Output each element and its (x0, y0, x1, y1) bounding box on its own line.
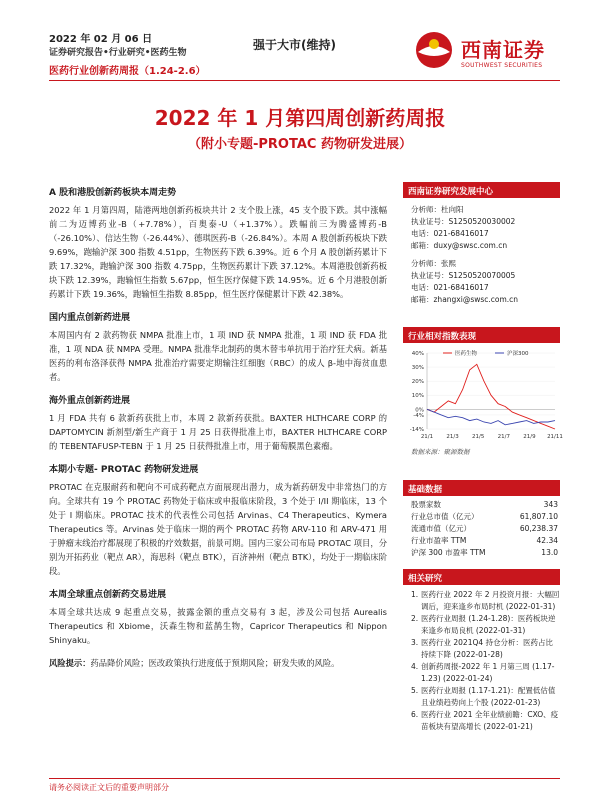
related-item[interactable] (411, 613, 560, 637)
analyst-info (403, 204, 560, 306)
section-text: 2022 年 1 月第四周，陆港两地创新药板块共计 2 支个股上涨，45 支个股下跌。其中涨幅前二为迈博药业-B（+7.78%），百奥泰-U（+1.37%）。跌幅前三为腾盛博药-B（-26.10%）、信达生物（-26.44%）、德琪医药-B（-26.84%）。本周 A 股创新药板块下跌 9.69%，跑输沪深 300 指数 4.51pp，生物医药下跌 6.39%。近 6 个月 A 股创新药累计下跌 17.32%，跑输沪深 300 指数 4.75pp，生物医药累计下跌 37.12%。本周港股创新药板块下跌 12.39%，跑输恒生指数 5.67pp，恒生医疗保健下跌 14.95%。近 6 个月港股创新药累计下跌 19.36%，跑输恒生指数 8.85pp，恒生医疗保健累计下跌 42.38%。 (49, 205, 387, 299)
stats-table (403, 499, 560, 559)
legend-label: 医药生物 (455, 351, 478, 357)
footer-disclaimer: 请务必阅读正文后的重要声明部分 (49, 783, 169, 792)
series-line (427, 409, 555, 425)
related-item[interactable] (411, 661, 560, 685)
section-text: 本周国内有 2 款药物获 NMPA 批准上市，1 项 IND 获 NMPA 批准，1 项 IND 获 FDA 批准，1 项 NDA 获 NMPA 受理。NMPA 批准华北制药的奥木替韦单抗用于治疗狂犬病。新基医药的利布洛泽获得 NMPA 批准治疗需要定期输注红细胞（RBC）的成人 β-地中海贫血患者。 (49, 330, 387, 382)
stats-value: 60,238.37 (519, 524, 558, 533)
y-tick-label: 0% (415, 407, 424, 414)
stats-row (411, 511, 558, 523)
stats-label: 行业总市值（亿元） (411, 512, 479, 521)
x-tick-label: 21/1 (420, 434, 434, 440)
related-text: 医药行业 2021Q4 持仓分析：医药占比持续下降 (2022-01-28) (421, 638, 554, 659)
y-tick-label: 30% (411, 365, 424, 372)
main-content (49, 185, 387, 670)
related-header: 相关研究 (403, 569, 560, 585)
stats-row (411, 547, 558, 559)
section-heading: 海外重点创新药进展 (49, 396, 131, 406)
risk-notice (49, 656, 387, 670)
logo-en-text: SOUTHWEST SECURITIES (461, 62, 543, 69)
stats-header: 基础数据 (403, 480, 560, 496)
risk-text: 药品降价风险；医改政策执行进度低于预期风险；研发失败的风险。 (90, 658, 340, 668)
related-num: 2. (411, 614, 419, 623)
analyst-name: 分析师：杜向阳 (411, 205, 464, 214)
related-item[interactable] (411, 709, 560, 733)
weekly-label: 医药行业创新药周报（1.24-2.6） (49, 66, 206, 77)
related-item[interactable] (411, 685, 560, 709)
section-protac (49, 462, 387, 578)
y-tick-label: 10% (411, 393, 424, 400)
analyst-email[interactable]: 邮箱：zhangxi@swsc.com.cn (411, 295, 519, 304)
series-line (427, 364, 555, 429)
related-text: 医药行业 2021 全年业绩前瞻：CXO、疫苗板块有望高增长 (2022-01-21) (421, 710, 559, 731)
related-num: 4. (411, 662, 419, 671)
analyst-phone: 电话：021-68416017 (411, 229, 489, 238)
related-item[interactable] (411, 589, 560, 613)
section-domestic (49, 310, 387, 384)
x-tick-label: 21/3 (446, 434, 459, 440)
x-tick-label: 21/11 (547, 434, 563, 440)
related-num: 5. (411, 686, 419, 695)
y-tick-label: -14% (409, 427, 424, 433)
analyst-phone: 电话：021-68416017 (411, 283, 489, 292)
risk-label: 风险提示： (49, 658, 91, 668)
stats-row (411, 535, 558, 547)
stats-panel (403, 480, 560, 559)
related-item[interactable] (411, 637, 560, 661)
related-list (403, 589, 560, 733)
industry-rating: 强于大市(维持) (253, 38, 336, 52)
analyst-header: 西南证券研究发展中心 (403, 182, 560, 198)
section-text: 本周全球共达成 9 起重点交易，披露金额的重点交易有 3 起，涉及公司包括 Aurealis Therapeutics 和 Xbiome，沃森生物和蓝鹊生物，Capricor Therapeutics 和 Nippon Shinyaku。 (49, 607, 387, 645)
stats-row (411, 499, 558, 511)
section-text: 1 月 FDA 共有 6 款新药获批上市，本周 2 款新药获批。BAXTER HLTHCARE CORP 的 DAPTOMYCIN 新剂型/新生产商于 1 月 25 日获得批准上市，BAXTER HLTHCARE CORP 的 TEBENTAFUSP-TEBN 于 1 月 25 日获得批准上市，用于葡萄膜黑色素瘤。 (49, 413, 387, 451)
related-num: 1. (411, 590, 419, 599)
stats-value: 343 (543, 500, 558, 509)
chart-panel (403, 327, 563, 456)
analyst-email[interactable]: 邮箱：duxy@swsc.com.cn (411, 241, 508, 250)
section-heading: 本周全球重点创新药交易进展 (49, 590, 167, 600)
stats-label: 流通市值（亿元） (411, 524, 471, 533)
stats-row (411, 523, 558, 535)
report-series: 证券研究报告•行业研究•医药生物 (49, 48, 187, 58)
section-text: PROTAC 在克服耐药和靶向不可成药靶点方面展现出潜力，成为新药研发中非常热门的方向。全球共有 19 个 PROTAC 药物处于临床或申报临床阶段，3 个处于 I/II 期临床，13 个处于 I 期临床。PROTAC 技术的代表性公司包括 Arvinas、C4 Therapeutics、Kymera Therapeutics 等。Arvinas 处于临床一期的两个 PROTAC 药物 ARV-110 和 ARV-471 用于肿瘤末线治疗都展现了积极的疗效数据，前景可期。国内三家公司布局 PROTAC 项目，分别为开拓药业（靶点 AR），海思科（靶点 BTK），百济神州（靶点 BTK），均处于一期临床阶段。 (49, 482, 387, 576)
analyst-cert: 执业证号：S1250520070005 (411, 271, 516, 280)
stats-value: 13.0 (541, 548, 558, 557)
stats-label: 沪深 300 市盈率 TTM (411, 548, 486, 557)
header-rule (49, 80, 560, 81)
x-tick-label: 21/9 (523, 434, 536, 440)
related-text: 医药行业 2022 年 2 月投资月报：大幅回调后，迎来逢乡布局时机 (2022-01-31) (421, 590, 560, 611)
stats-value: 61,807.10 (519, 512, 558, 521)
section-heading: 本期小专题- PROTAC 药物研发进展 (49, 465, 199, 475)
related-panel (403, 569, 560, 733)
stats-label: 股票家数 (411, 500, 441, 509)
y-tick-label: 40% (411, 351, 424, 357)
related-num: 6. (411, 710, 419, 719)
section-deals (49, 587, 387, 647)
analyst-cert: 执业证号：S1250520030002 (411, 217, 516, 226)
x-tick-label: 21/5 (472, 434, 485, 440)
company-logo (412, 30, 562, 70)
section-overseas (49, 393, 387, 453)
x-tick-label: 21/7 (497, 434, 510, 440)
report-title: 2022 年 1 月第四周创新药周报 (154, 106, 446, 130)
section-heading: 国内重点创新药进展 (49, 313, 131, 323)
chart-header: 行业相对指数表现 (403, 327, 560, 343)
y-tick-label: -4% (413, 412, 424, 419)
footer-rule (49, 778, 560, 779)
related-text: 医药行业周报 (1.24-1.28)：医药板块逆来逢乡布局良机 (2022-01-31) (421, 614, 556, 635)
legend-label: 沪深300 (507, 351, 529, 357)
section-heading: A 股和港股创新药板块本周走势 (49, 188, 177, 198)
analyst-panel (403, 182, 560, 306)
relative-index-chart (403, 345, 563, 445)
chart-source: 数据来源：聚源数据 (411, 448, 470, 456)
stats-value: 42.34 (536, 536, 558, 545)
analyst-name: 分析师：张熙 (411, 259, 456, 268)
related-text: 医药行业周报 (1.17-1.21)：配置低估值且业绩趋势向上个股 (2022-01-23) (421, 686, 556, 707)
related-num: 3. (411, 638, 419, 647)
y-tick-label: 20% (411, 379, 424, 386)
related-text: 创新药周报-2022 年 1 月第三周 (1.17-1.23) (2022-01-24) (421, 662, 555, 683)
section-a-share (49, 185, 387, 301)
logo-cn-text: 西南证券 (461, 38, 545, 62)
report-date: 2022 年 02 月 06 日 (49, 34, 153, 45)
stats-label: 行业市盈率 TTM (411, 536, 467, 545)
report-subtitle: （附小专题-PROTAC 药物研发进展） (188, 137, 412, 152)
logo-mark-icon (412, 30, 456, 70)
